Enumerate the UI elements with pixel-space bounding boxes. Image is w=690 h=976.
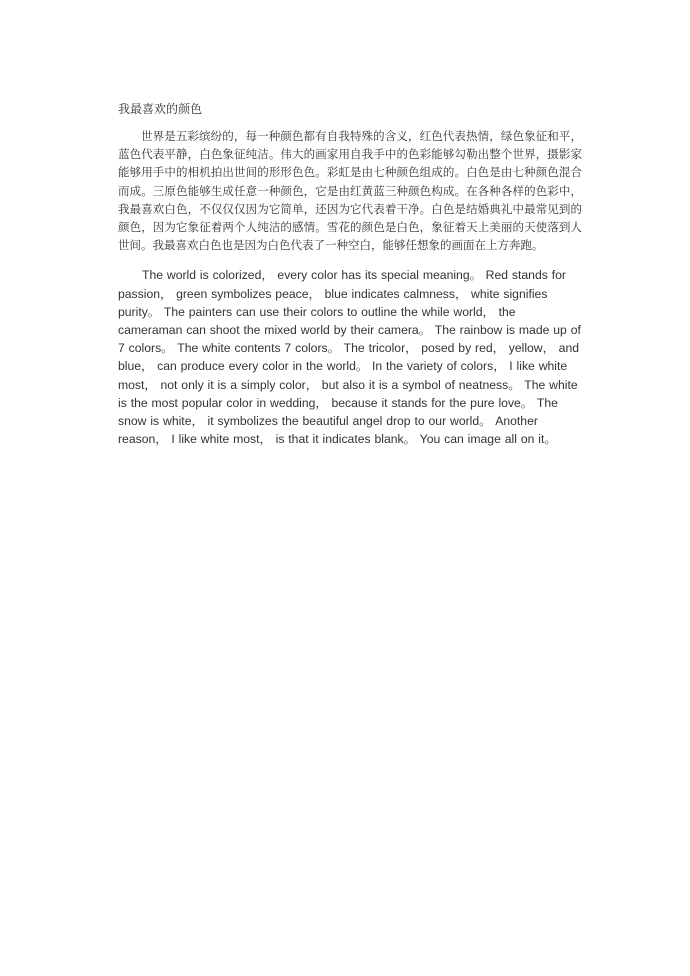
english-paragraph: The world is colorized， every color has its special meaning。 Red stands for passion， green symbolizes peace， blue indicates calmness， white signifies purity。 The painters can use their colors to outline the while world， the cameraman can shoot the mixed world by their camera。 The rainbow is made up of 7 colors。 The white contents 7 colors。 The tricolor， posed by red， yellow， and blue， can produce every color in the world。 In the variety of colors， I like white most， not only it is a simply color， but also it is a symbol of neatness。 The white is the most popular color in wedding， because it stands for the pure love。 The snow is white， it symbolizes the beautiful angel drop to our world。 Another reason， I like white most， is that it indicates blank。 You can image all on it。 bbox=[118, 268, 581, 447]
document-body bbox=[118, 100, 582, 448]
document-title: 我最喜欢的颜色 bbox=[118, 102, 203, 116]
chinese-paragraph: 世界是五彩缤纷的，每一种颜色都有自我特殊的含义，红色代表热情，绿色象征和平，蓝色代表平静，白色象征纯洁。伟大的画家用自我手中的色彩能够勾勒出整个世界，摄影家能够用手中的相机拍出世间的形形色色。彩虹是由七种颜色组成的。白色是由七种颜色混合而成。三原色能够生成任意一种颜色，它是由红黄蓝三种颜色构成。在各种各样的色彩中，我最喜欢白色，不仅仅仅因为它简单，还因为它代表着干净。白色是结婚典礼中最常见到的颜色，因为它象征着两个人纯洁的感情。雪花的颜色是白色，象征着天上美丽的天使落到人世间。我最喜欢白色也是因为白色代表了一种空白，能够任想象的画面在上方奔跑。 bbox=[118, 129, 582, 253]
